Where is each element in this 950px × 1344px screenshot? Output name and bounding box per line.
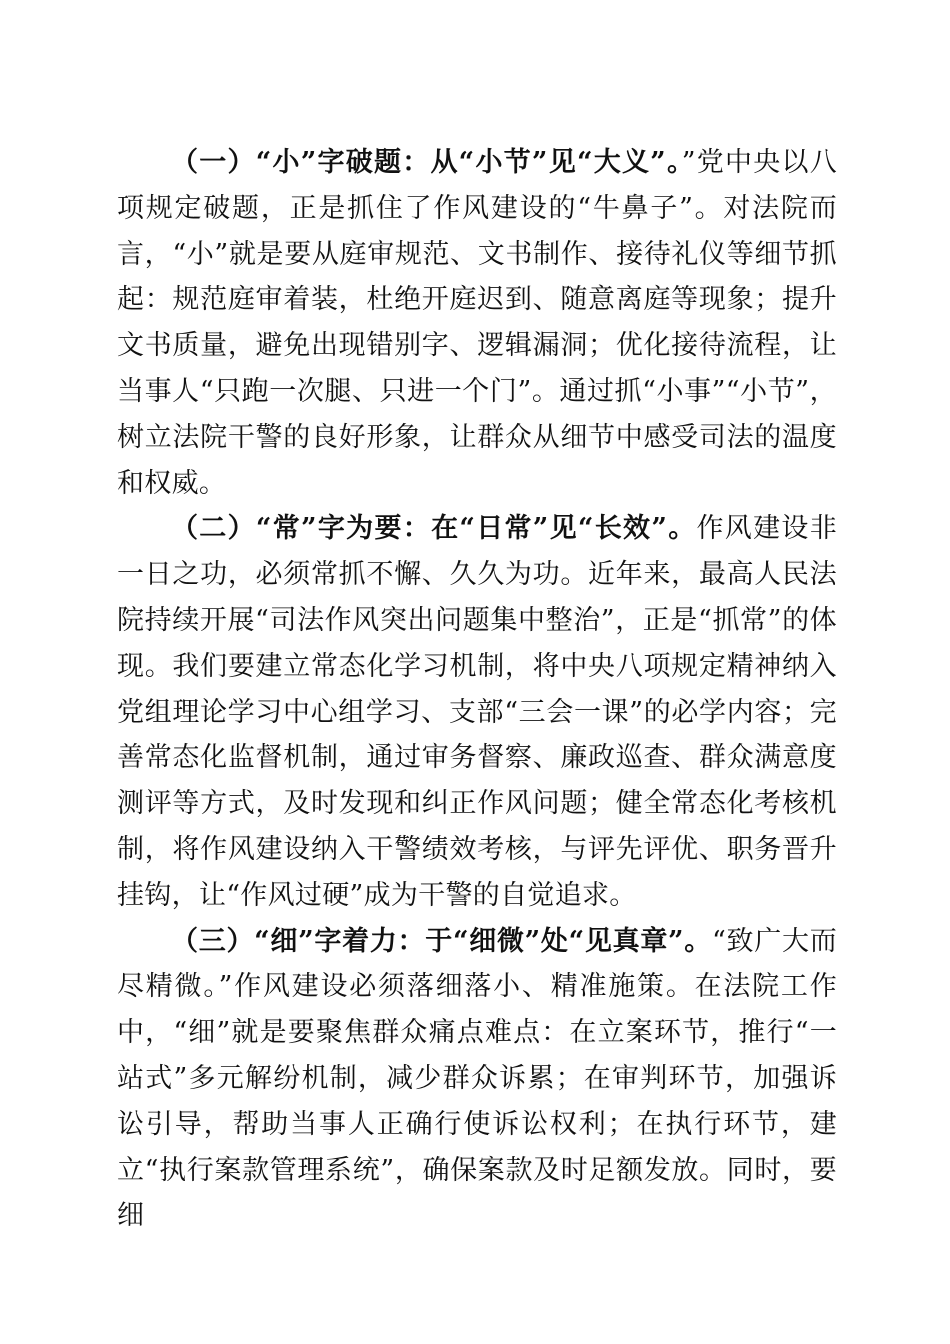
paragraph-2-body: 作风建设非一日之功，必须常抓不懈、久久为功。近年来，最高人民法院持续开展“司法作风突出问题集中整治”，正是“抓常”的体现。我们要建立常态化学习机制，将中央八项规定精神纳入党组理论学习中心组学习、支部“三会一课”的必学内容；完善常态化监督机制，通过审务督察、廉政巡查、群众满意度测评等方式，及时发现和纠正作风问题；健全常态化考核机制，将作风建设纳入干警绩效考核，与评先评优、职务晋升挂钩，让“作风过硬”成为干警的自觉追求。 (117, 513, 838, 911)
paragraph-1 (117, 140, 837, 506)
document-body (117, 140, 837, 1239)
paragraph-3-heading: （三）“细”字着力：于“细微”处“见真章”。 (171, 925, 713, 957)
paragraph-1-body: ”党中央以八项规定破题，正是抓住了作风建设的“牛鼻子”。对法院而言，“小”就是要从庭审规范、文书制作、接待礼仪等细节抓起：规范庭审着装，杜绝开庭迟到、随意离庭等现象；提升文书质量，避免出现错别字、逻辑漏洞；优化接待流程，让当事人“只跑一次腿、只进一个门”。通过抓“小事”“小节”，树立法院干警的良好形象，让群众从细节中感受司法的温度和权威。 (117, 147, 837, 499)
paragraph-3 (117, 919, 837, 1240)
paragraph-3-body: “致广大而尽精微。”作风建设必须落细落小、精准施策。在法院工作中，“细”就是要聚焦群众痛点难点：在立案环节，推行“一站式”多元解纷机制，减少群众诉累；在审判环节，加强诉讼引导，帮助当事人正确行使诉讼权利；在执行环节，建立“执行案款管理系统”，确保案款及时足额发放。同时，要细 (117, 925, 837, 1232)
paragraph-2 (117, 506, 837, 918)
paragraph-2-heading: （二）“常”字为要：在“日常”见“长效”。 (171, 513, 697, 545)
paragraph-1-heading: （一）“小”字破题：从“小节”见“大义”。 (171, 147, 682, 178)
